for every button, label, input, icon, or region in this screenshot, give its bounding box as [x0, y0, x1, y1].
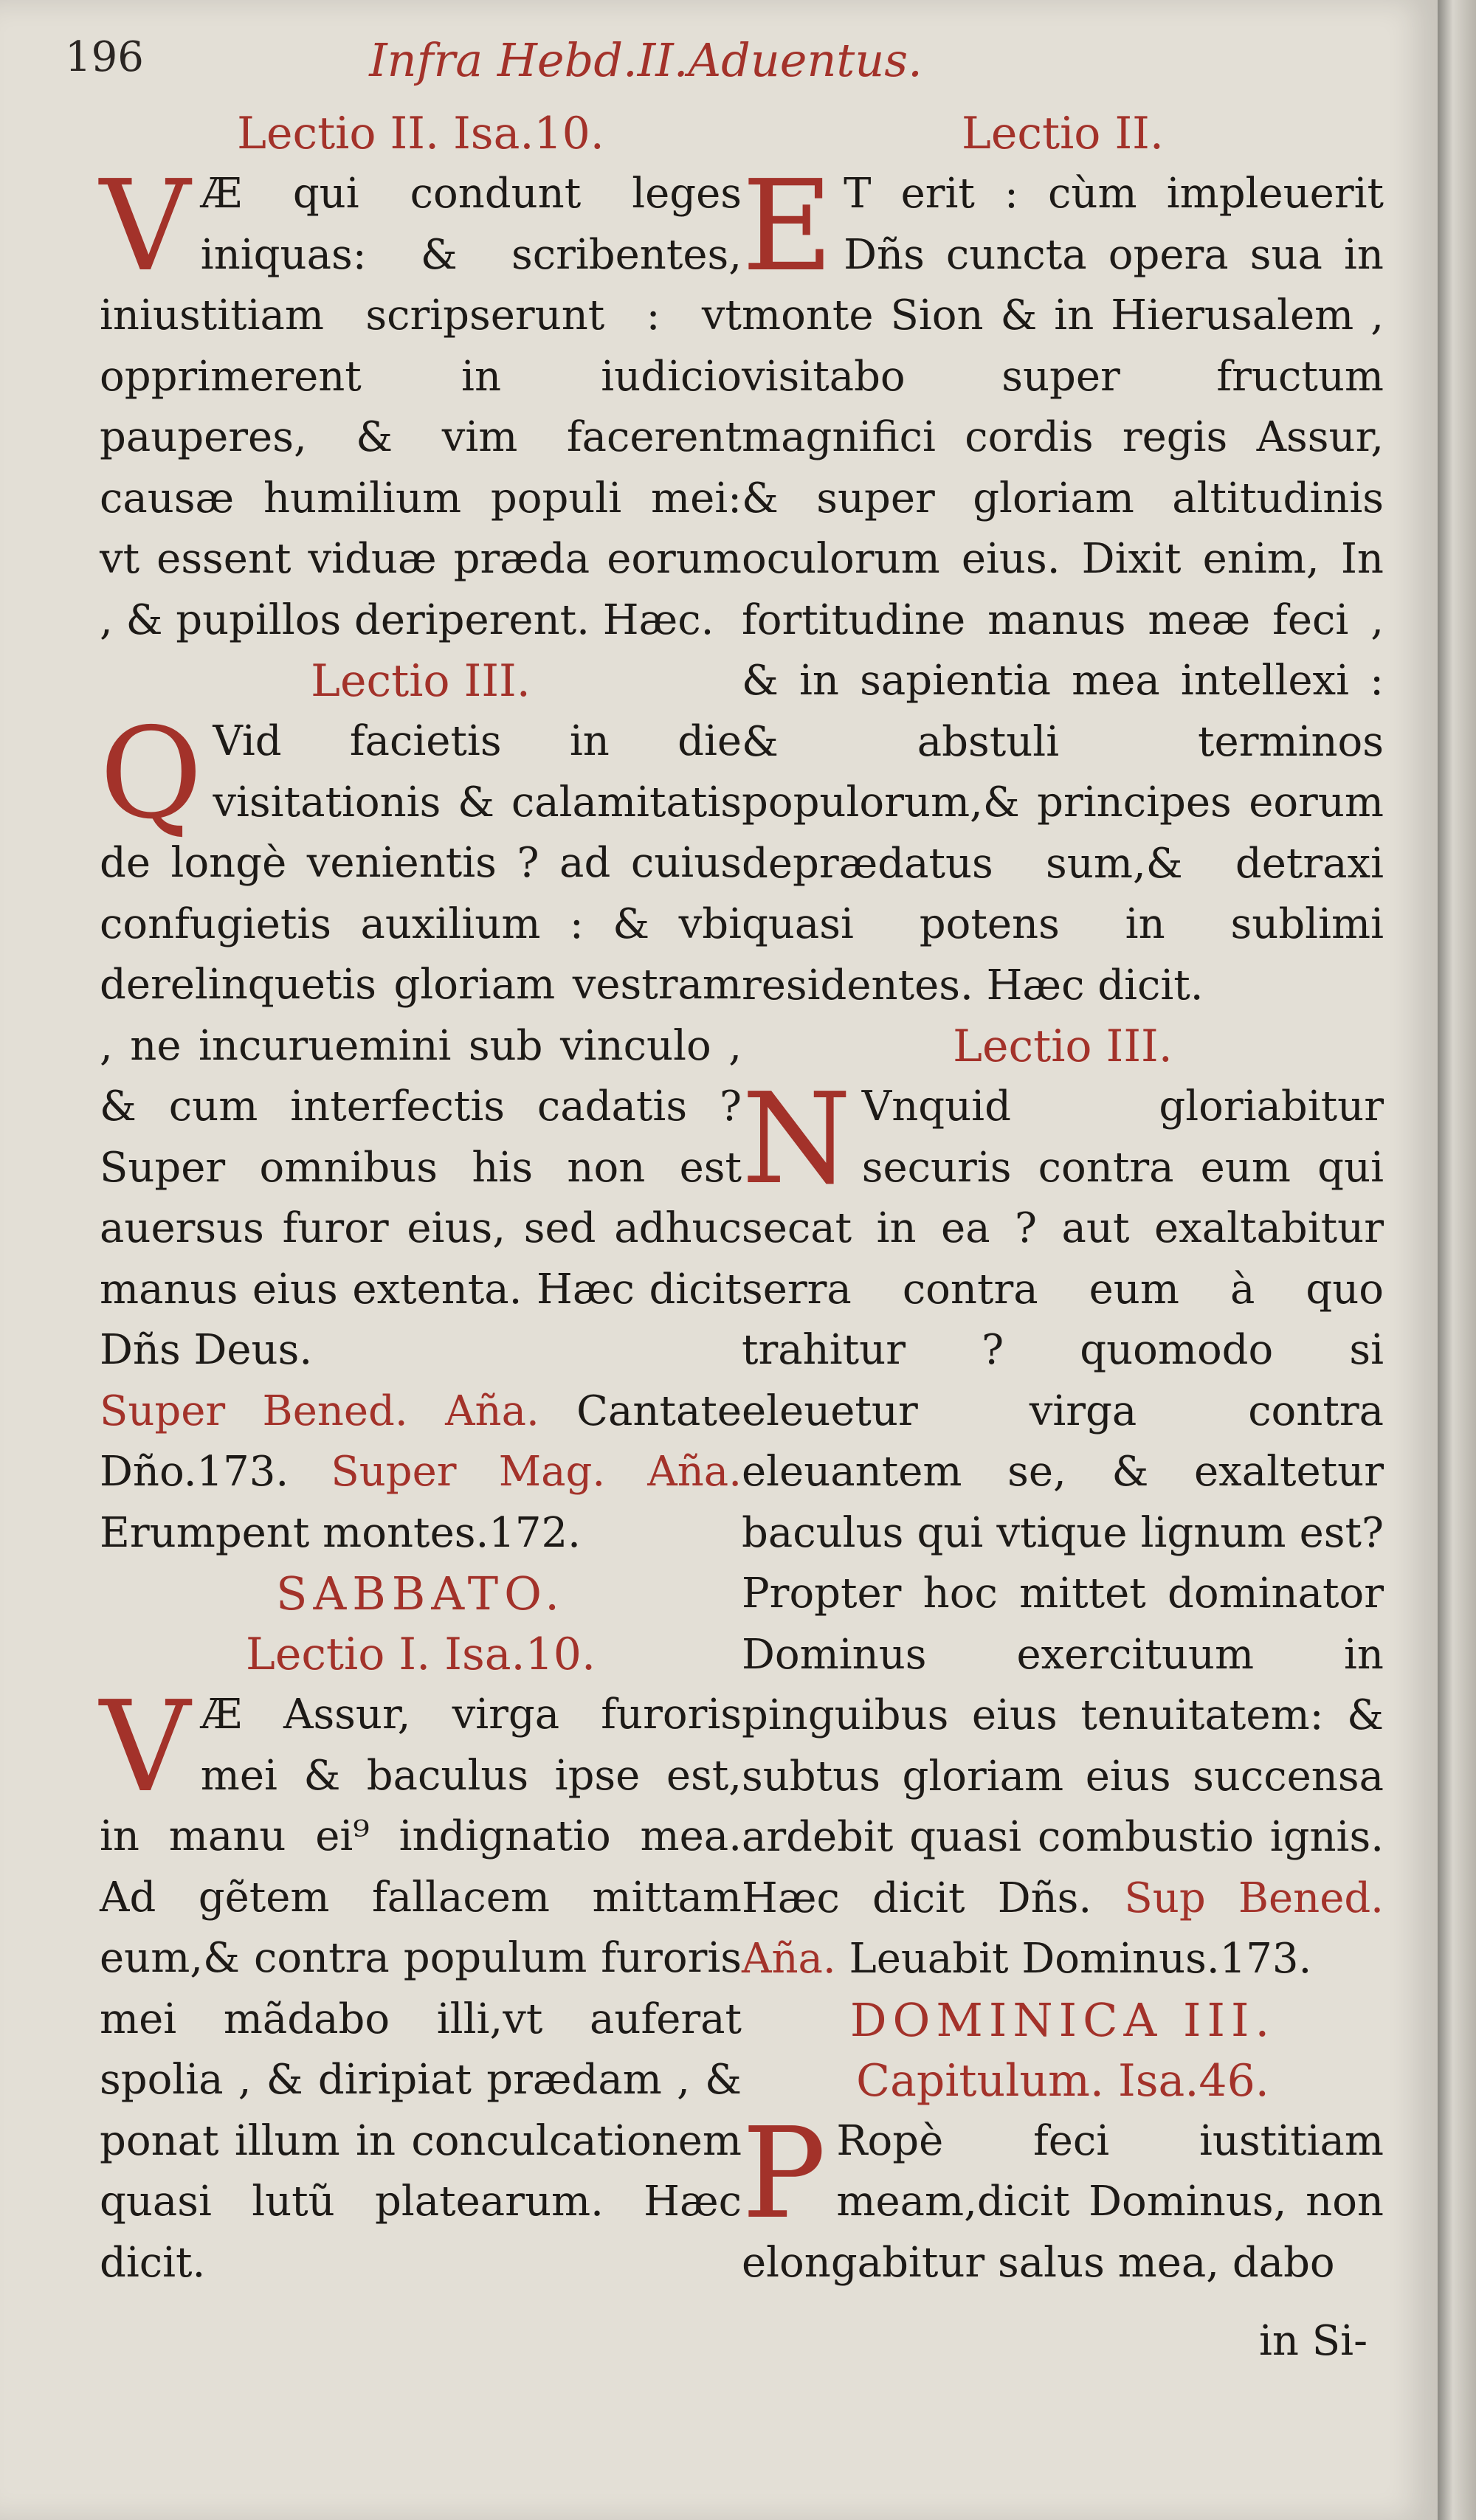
dropcap-p: P — [742, 2100, 827, 2247]
antiphon-cantate: Cantate Dño.173. — [100, 1387, 742, 1496]
book-gutter — [1438, 0, 1476, 2520]
rubric-sup-bened: Sup Bened. Aña. — [742, 1874, 1384, 1983]
right-column — [742, 103, 1384, 2293]
antiphon-leuabit: Leuabit Dominus.173. — [849, 1935, 1312, 1983]
right-lectio2-heading: Lectio II. — [962, 108, 1164, 159]
dropcap-v: V — [100, 153, 190, 300]
right-lectio2-text — [742, 153, 1384, 1016]
capitulum-heading: Capitulum. Isa.46. — [856, 2054, 1269, 2107]
left-lectio3-text — [100, 701, 742, 1381]
sabbato-lectio-heading: Lectio I. Isa.10. — [245, 1629, 596, 1680]
left-lectio3-heading: Lectio III. — [311, 655, 531, 707]
catchword: in Si- — [1259, 2317, 1368, 2365]
left-lectio2-text — [100, 153, 742, 651]
sabbato-lectio-text — [100, 1674, 742, 2293]
right-lectio3-text — [742, 1066, 1384, 1990]
sabbato-lectio-body: Æ Assur, virga furoris mei & baculus ipse est, in manu ei⁹ indignatio mea. Ad gẽtem fallacem mittam eum,& contra populum furoris mei mãdabo illi,vt auferat spolia , & diripiat prædam , & ponat illum in conculcationem quasi lutũ platearum. Hæc dicit. — [100, 1691, 742, 2287]
dropcap-n: N — [742, 1066, 852, 1212]
dropcap-e: E — [742, 153, 834, 300]
left-lectio2-heading: Lectio II. Isa.10. — [237, 108, 604, 159]
antiphon-erumpent: Erumpent montes.172. — [100, 1508, 581, 1557]
left-lectio2-body: Æ qui condunt leges iniquas: & scribentes, iniustitiam scripserunt : vt opprimerent in iudicio pauperes, & vim facerent causæ humilium populi mei: vt essent viduæ præda eorum , & pupillos deriperent. Hæc. — [100, 170, 742, 644]
left-lectio3-body: Vid facietis in die visitationis & calamitatis de longè venientis ? ad cuius confugietis auxilium : & vbi derelinquetis gloriam vestram , ne incuruemini sub vinculo , & cum interfectis cadatis ? Super omnibus his non est auersus furor eius, sed adhuc manus eius extenta. Hæc dicit Dñs Deus. — [100, 717, 742, 1374]
sabbato-heading: SABBATO. — [275, 1567, 565, 1620]
dominica-heading: DOMINICA III. — [849, 1992, 1276, 2047]
page-number: 196 — [65, 33, 144, 81]
capitulum-body: Ropè feci iustitiam meam,dicit Dominus, non elongabitur salus mea, dabo — [742, 2116, 1384, 2287]
running-head: Infra Hebd.II.Aduentus. — [369, 33, 922, 87]
rubric-mag: Super Mag. Aña. — [331, 1448, 742, 1496]
right-lectio2-body: T erit : cùm impleuerit Dñs cuncta opera sua in monte Sion & in Hierusalem , visitabo super fructum magnifici cordis regis Assur, & super gloriam altitudinis oculorum eius. Dixit enim, In fortitudine manus meæ feci , & in sapientia mea intellexi : & abstuli terminos populorum,& principes eorum deprædatus sum,& detraxi quasi potens in sublimi residentes. Hæc dicit. — [742, 170, 1384, 1009]
dropcap-v2: V — [100, 1674, 190, 1820]
right-lectio3-heading: Lectio III. — [953, 1021, 1173, 1072]
left-column — [100, 103, 742, 2293]
antiphon-rubrics — [100, 1381, 742, 1564]
right-lectio3-body: Vnquid gloriabitur securis contra eum qui secat in ea ? aut exaltabitur serra contra eum à quo trahitur ? quomodo si eleuetur virga contra eleuantem se, & exaltetur baculus qui vtique lignum est? Propter hoc mittet dominator Dominus exercituum in pinguibus eius tenuitatem: & subtus gloriam eius succensa ardebit quasi combustio ignis. Hæc dicit Dñs. — [742, 1083, 1384, 1922]
dropcap-q: Q — [100, 701, 203, 847]
capitulum-text — [742, 2100, 1384, 2294]
rubric-bened: Super Bened. Aña. — [100, 1387, 539, 1435]
